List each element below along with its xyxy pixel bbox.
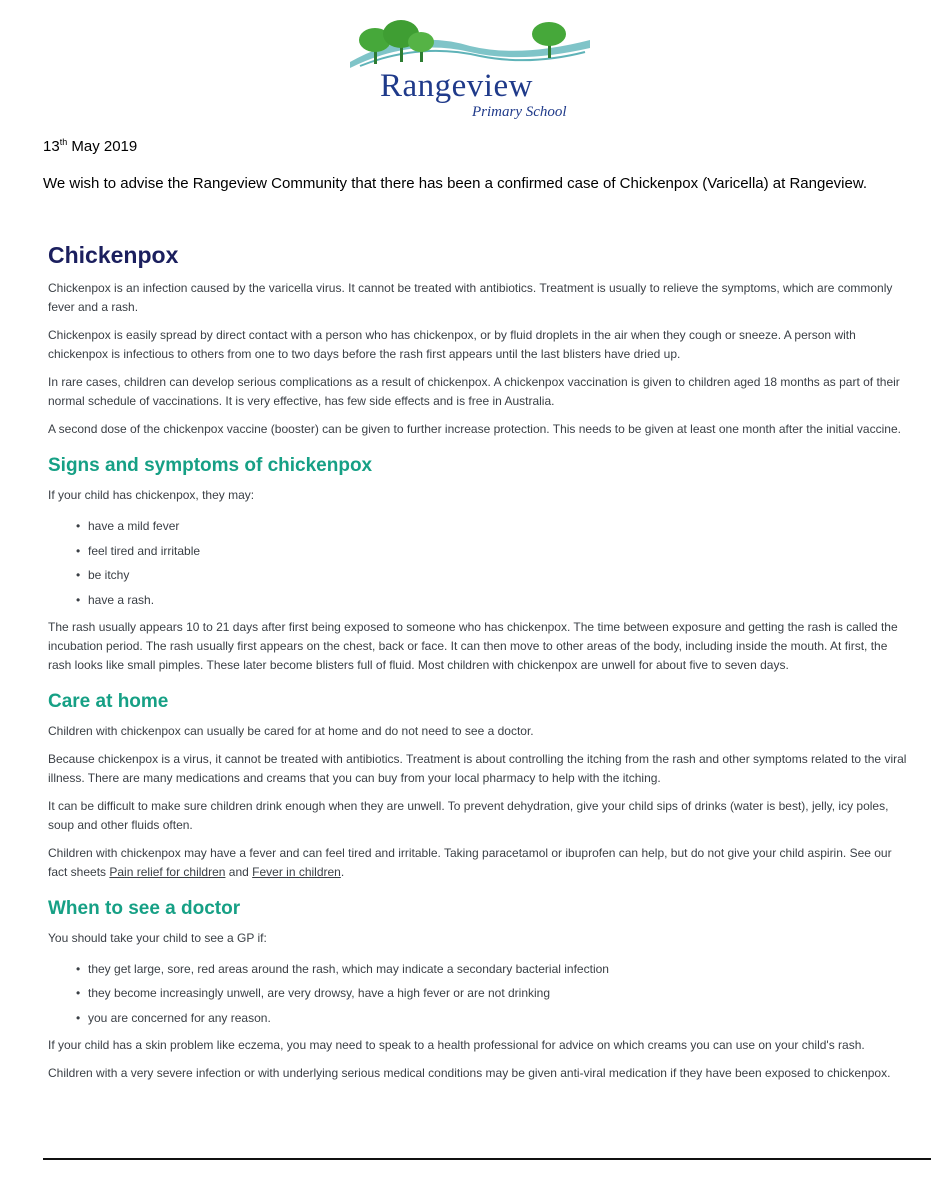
paragraph: Children with chickenpox can usually be cared for at home and do not need to see a doctor.: [48, 723, 534, 738]
list-item: • they get large, sore, red areas around the rash, which may indicate a secondary bacterial infection: [76, 960, 908, 979]
list-item: • you are concerned for any reason.: [76, 1009, 908, 1028]
text-run: .: [340, 864, 345, 879]
text-run: and: [225, 864, 253, 879]
section-heading-signs: Signs and symptoms of chickenpox: [48, 455, 373, 476]
paragraph: Chickenpox is an infection caused by the varicella virus. It cannot be treated with antibiotics. Treatment is usually to relieve the symptoms, which are commonly fever and a rash.: [48, 281, 893, 314]
list-item: • they become increasingly unwell, are very drowsy, have a high fever or are not drinking: [76, 984, 908, 1003]
logo-subtitle: Primary School: [472, 104, 567, 120]
list-item: • be itchy: [76, 566, 908, 585]
letter-date: [43, 136, 903, 157]
list-item: • have a mild fever: [76, 517, 908, 536]
page-divider: [43, 1158, 931, 1160]
paragraph: A second dose of the chickenpox vaccine (booster) can be given to further increase protection. This needs to be given at least one month after the initial vaccine.: [48, 422, 901, 436]
date-suffix: th: [59, 137, 68, 147]
date-month-year: May 2019: [67, 138, 138, 155]
paragraph: Chickenpox is easily spread by direct contact with a person who has chickenpox, or by fluid droplets in the air when they cough or sneeze. A person with chickenpox is infectious to others from one to two days before the rash first appears until the last blisters have dried up.: [48, 328, 856, 361]
paragraph: In rare cases, children can develop serious complications as a result of chickenpox. A chickenpox vaccination is given to children aged 18 months as part of their normal schedule of vaccinations. It is very effective, has few side effects and is free in Australia.: [48, 375, 900, 408]
fever-link[interactable]: Fever in children: [252, 864, 341, 879]
paragraph: If your child has chickenpox, they may:: [48, 488, 255, 502]
text-run: Children with chickenpox may have a fever and can feel tired and irritable. Taking paracetamol or ibuprofen can help, but do not give your child aspirin. See our fact sheets: [48, 845, 892, 879]
pain-relief-link[interactable]: Pain relief for children: [109, 864, 226, 879]
paragraph: The rash usually appears 10 to 21 days after first being exposed to someone who has chickenpox. The time between exposure and getting the rash is called the incubation period. The rash usually first appears on the chest, back or face. It can then move to other areas of the body, including inside the mouth. At first, the rash looks like small pimples. These later become blisters full of fluid. Most children with chickenpox are unwell for about five to seven days.: [48, 619, 898, 672]
symptoms-list: [48, 517, 908, 610]
paragraph: You should take your child to see a GP if:: [48, 930, 267, 945]
list-item: • have a rash.: [76, 591, 908, 610]
logo-school-name: Rangeview: [380, 68, 533, 104]
paragraph: Children with a very severe infection or with underlying serious medical conditions may be given anti-viral medication if they have been exposed to chickenpox.: [48, 1065, 891, 1080]
date-day: 13: [43, 138, 60, 155]
paragraph: If your child has a skin problem like eczema, you may need to speak to a health professional for advice on which creams you can use on your child's rash.: [48, 1037, 865, 1052]
section-heading-doctor: When to see a doctor: [48, 897, 241, 919]
section-heading-care: Care at home: [48, 690, 169, 712]
fact-sheet: [48, 240, 908, 1092]
fact-sheet-title: Chickenpox: [48, 242, 179, 268]
paragraph: Because chickenpox is a virus, it cannot be treated with antibiotics. Treatment is about controlling the itching from the rash and other symptoms related to the viral illness. There are many medications and creams that you can buy from your local pharmacy to help with the itching.: [48, 751, 907, 785]
letter-intro: We wish to advise the Rangeview Community that there has been a confirmed case of Chickenpox (Varicella) at Rangeview.: [43, 175, 868, 192]
list-item: • feel tired and irritable: [76, 542, 908, 561]
doctor-reasons-list: [48, 960, 908, 1028]
paragraph: [48, 844, 908, 882]
paragraph: It can be difficult to make sure children drink enough when they are unwell. To prevent dehydration, give your child sips of drinks (water is best), jelly, icy poles, soup and other fluids often.: [48, 798, 889, 832]
school-logo: [350, 18, 590, 118]
